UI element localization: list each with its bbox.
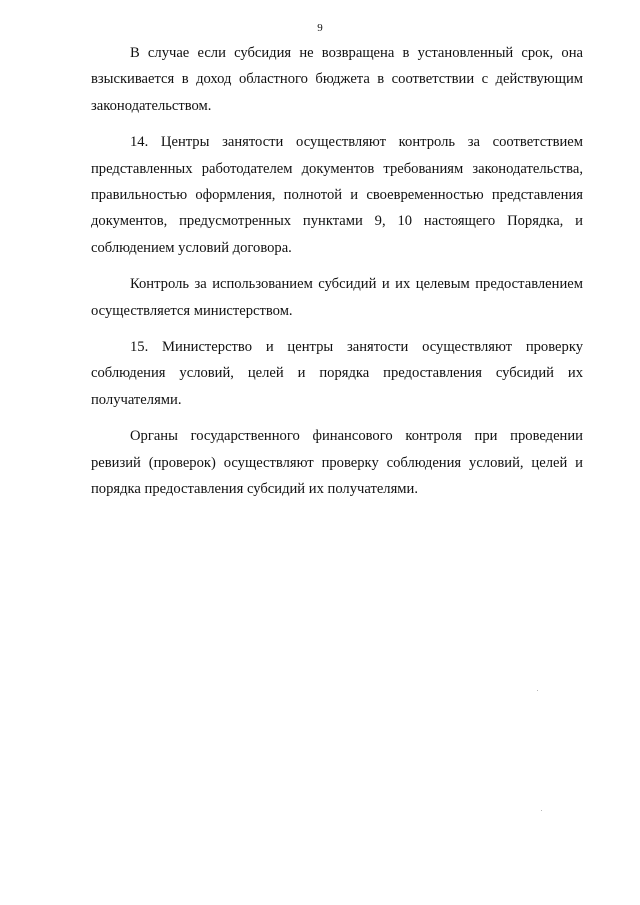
page-number: 9 — [317, 22, 323, 34]
scan-speck — [537, 690, 538, 691]
paragraph-item-14: 14. Центры занятости осуществляют контроль за соответствием представленных работодателем документов требованиям законодательства, правильностью оформления, полнотой и своевременностью представления документов, предусмотренных пунктами 9, 10 настоящего Порядка, и соблюдением условий договора. — [91, 134, 583, 256]
paragraph-ministry-control: Контроль за использованием субсидий и их целевым предоставлением осуществляется министерством. — [91, 276, 583, 319]
document-body — [91, 40, 583, 503]
paragraph-financial-control-bodies: Органы государственного финансового контроля при проведении ревизий (проверок) осуществляют проверку соблюдения условий, целей и порядка предоставления субсидий их получателями. — [91, 428, 583, 498]
scan-speck — [541, 810, 542, 811]
paragraph-subsidy-recovery: В случае если субсидия не возвращена в установленный срок, она взыскивается в доход областного бюджета в соответствии с действующим законодательством. — [91, 45, 583, 114]
paragraph-item-15: 15. Министерство и центры занятости осуществляют проверку соблюдения условий, целей и порядка предоставления субсидий их получателями. — [91, 339, 583, 408]
